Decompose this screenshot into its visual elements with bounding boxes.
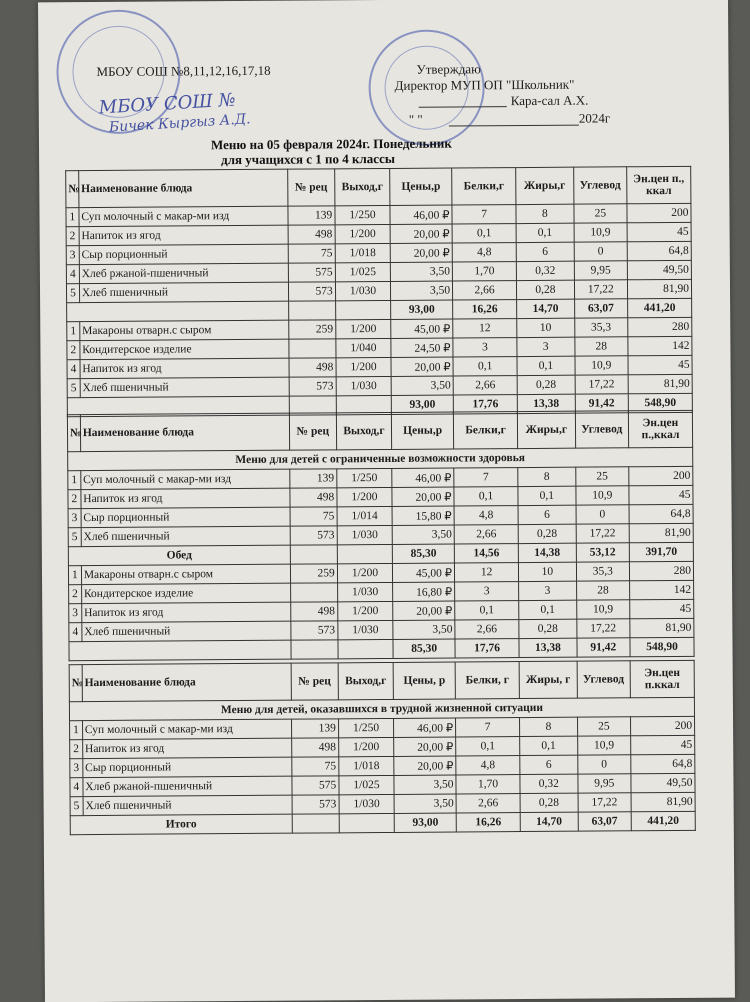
date-quote: " " [408,111,423,127]
table-cell: 2 [69,585,82,604]
total-value: 13,38 [519,638,577,657]
total-value: 441,20 [631,811,695,830]
school-name: МБОУ СОШ №8,11,12,16,17,18 [96,62,271,80]
table-cell: 0 [576,505,629,524]
table-cell: 28 [576,581,629,600]
column-header: Углевод [577,661,631,698]
table-cell: 1/025 [339,775,395,794]
table-cell: 4 [67,360,80,379]
table-cell: 15,80 ₽ [392,506,454,525]
table-cell: 1 [66,208,79,227]
table-cell: 573 [290,526,337,545]
table-cell: 573 [288,282,335,301]
table-cell: 1 [68,566,81,585]
table-cell: 20,00 ₽ [394,737,456,756]
table-cell: 7 [454,468,518,487]
table-cell: 10 [518,562,576,581]
table-cell: 20,00 ₽ [390,243,452,262]
table-cell: 0,28 [519,619,577,638]
table-cell: 6 [516,242,574,261]
dish-name: Кондитерское изделие [80,339,289,359]
column-header: Цены,р [390,168,452,205]
dish-name: Хлеб пшеничный [82,621,291,641]
table-cell: 1/200 [335,224,391,243]
dish-name: Суп молочный с макар-ми изд [82,719,291,739]
table-cell: 10,9 [576,600,629,619]
total-label: Итого [70,814,292,835]
table-cell: 0,1 [452,224,516,243]
total-value: 14,70 [520,812,578,831]
table-cell: 142 [628,336,692,355]
table-cell: 139 [288,206,335,225]
total-value: 93,00 [394,813,456,832]
table-cell: 81,90 [628,374,692,393]
table-cell: 16,80 ₽ [393,582,455,601]
table-cell: 8 [516,204,574,223]
table-cell: 3 [70,759,83,778]
dish-name: Напиток из ягод [79,225,288,245]
handwritten-signature: МБОУ СОШ № [98,89,237,119]
table-cell: 1/030 [336,376,392,395]
dish-name: Напиток из ягод [80,358,289,378]
section-title-tjs: Меню для детей, оказавшихся в трудной жизненной ситуации [69,697,694,720]
total-value: 14,56 [454,544,518,563]
dish-name: Хлеб пшеничный [81,526,290,546]
table-cell: 573 [291,621,338,640]
table-cell: 7 [452,205,516,224]
dish-name: Кондитерское изделие [81,583,290,603]
table-cell: 64,8 [631,754,695,773]
table-cell: 9,95 [578,774,631,793]
dish-name: Напиток из ягод [81,488,290,508]
table-cell: 3 [455,582,519,601]
table-header [67,410,692,451]
table-cell: 200 [629,466,693,485]
table-cell: 1,70 [456,775,520,794]
table-cell: 1/030 [337,525,393,544]
table-cell: 139 [291,719,338,738]
table-cell: 3,50 [391,262,453,281]
column-header: Эн.цен п.,ккал [628,410,692,447]
table-cell: 1/250 [337,468,393,487]
table-cell: 259 [289,320,336,339]
column-header: Жиры,г [516,167,574,204]
table-cell: 0,1 [520,736,578,755]
total-value: 17,76 [453,395,517,414]
table-cell: 0,1 [516,223,574,242]
table-cell: 1/200 [337,563,393,582]
table-cell: 280 [628,317,692,336]
total-value: 548,90 [628,393,692,412]
table-cell: 64,8 [629,504,693,523]
table-cell: 0,28 [518,524,576,543]
column-header: Жиры,г [517,411,575,448]
menu-sheet [38,0,735,1002]
table-cell: 0,1 [455,601,519,620]
table-cell: 1/018 [339,756,395,775]
total-value: 14,38 [518,543,576,562]
table-cell: 45 [628,355,692,374]
year-label: 2024г [578,110,611,126]
table-cell: 45 [631,735,695,754]
table-cell: 259 [290,564,337,583]
table-cell: 575 [288,263,335,282]
empty-cell [69,640,291,661]
table-cell: 17,22 [576,524,629,543]
table-cell: 1/030 [337,582,393,601]
total-value: 85,30 [393,544,455,563]
dish-name: Сыр порционный [79,244,288,264]
total-value: 85,30 [393,639,455,658]
table-cell: 1/200 [336,357,392,376]
table-cell: 25 [577,717,630,736]
table-cell: 0,28 [517,280,575,299]
table-cell: 12 [453,319,517,338]
table-cell: 0,1 [456,737,520,756]
table-cell: 573 [289,377,336,396]
section-title-ovz: Меню для детей с ограниченные возможности здоровья [68,447,693,470]
column-header: Наименование блюда [82,663,291,701]
table-cell: 0 [574,242,627,261]
table-cell: 20,00 ₽ [392,487,454,506]
table-cell: 49,50 [627,260,691,279]
table-cell: 139 [290,469,337,488]
total-value: 53,12 [576,543,629,562]
menu-table-grades-1-4 [65,166,693,417]
table-cell: 1/025 [335,262,391,281]
table-cell: 1/200 [335,319,391,338]
table-cell: 10,9 [574,223,627,242]
table-cell: 20,00 ₽ [393,601,455,620]
table-cell: 4,8 [454,506,518,525]
table-cell: 9,95 [574,261,627,280]
column-header: Углевод [575,411,629,448]
column-header: Цены,р [392,412,454,449]
table-cell: 0,32 [516,261,574,280]
table-cell: 0,28 [520,793,578,812]
table-cell: 75 [290,507,337,526]
table-cell: 10,9 [576,486,629,505]
table-cell: 35,3 [574,318,627,337]
total-value: 391,70 [629,542,693,561]
table-cell: 17,22 [575,375,628,394]
column-header: Наименование блюда [80,413,289,451]
table-cell: 498 [290,488,337,507]
empty-cell [335,300,391,319]
table-cell: 3 [519,581,577,600]
table-cell: 64,8 [627,241,691,260]
column-header: № рец [289,413,336,450]
table-cell: 5 [68,528,81,547]
table-cell: 280 [629,561,693,580]
table-cell: 25 [574,204,627,223]
table-cell: 3 [453,338,517,357]
total-value: 63,07 [578,812,631,831]
table-cell: 17,22 [574,280,627,299]
table-cell: 10,9 [577,736,630,755]
dish-name: Напиток из ягод [82,602,291,622]
empty-cell [339,813,395,832]
column-header: Выход,г [336,412,392,449]
table-cell: 20,00 ₽ [394,756,456,775]
table-cell: 1/030 [335,281,391,300]
table-cell: 498 [288,225,335,244]
table-cell: 46,00 ₽ [394,718,456,737]
table-cell: 4 [69,623,82,642]
table-cell: 0,32 [520,774,578,793]
table-cell: 45 [630,599,694,618]
dish-name: Напиток из ягод [82,738,291,758]
table-header [66,166,691,207]
table-cell: 75 [288,244,335,263]
column-header: Эн.цен п., ккал [627,166,691,203]
table-cell: 1/030 [339,794,395,813]
table-cell [290,583,337,602]
table-cell: 200 [627,203,691,222]
empty-cell [292,814,339,833]
table-cell: 46,00 ₽ [392,468,454,487]
table-cell: 1/014 [337,506,393,525]
total-value: 441,20 [628,298,692,317]
table-cell: 2 [66,227,79,246]
approve-label: Утверждаю [416,61,481,77]
total-value: 13,38 [517,394,575,413]
table-cell: 5 [66,284,79,303]
table-cell: 1/040 [336,338,392,357]
dish-name: Хлеб пшеничный [80,377,289,397]
table-cell: 0,1 [453,357,517,376]
column-header: Жиры, г [519,661,577,698]
table-cell: 573 [292,795,339,814]
column-header: Белки, г [455,662,519,699]
total-row [69,637,694,660]
total-value: 17,76 [455,639,519,658]
table-cell: 1 [70,721,83,740]
dish-name: Хлеб пшеничный [83,795,292,815]
table-cell: 49,50 [631,773,695,792]
menu-table-ovz [67,410,695,661]
empty-cell [291,640,338,659]
column-header: Белки,г [453,412,517,449]
table-cell: 3,50 [391,281,453,300]
total-value: 548,90 [630,637,694,656]
table-cell: 3,50 [393,620,455,639]
table-cell: 1/250 [335,205,391,224]
column-header: Белки,г [452,168,516,205]
table-cell: 8 [520,717,578,736]
dish-name: Макароны отварн.с сыром [80,320,289,340]
table-cell: 1/200 [337,601,393,620]
total-row [70,811,695,834]
table-cell: 142 [630,580,694,599]
table-cell: 4 [70,778,83,797]
column-header: Выход,г [338,662,394,699]
total-value: 93,00 [391,395,453,414]
table-cell: 10 [517,318,575,337]
table-cell: 20,00 ₽ [390,224,452,243]
table-cell: 45 [629,485,693,504]
table-cell: 1 [68,471,81,490]
total-value: 93,00 [391,300,453,319]
total-label: Обед [68,545,290,566]
table-cell: 2 [70,740,83,759]
table-cell: 0,1 [519,600,577,619]
column-header: № [69,665,82,702]
total-value: 16,26 [453,300,517,319]
table-cell: 3,50 [394,794,456,813]
table-cell: 24,50 ₽ [391,338,453,357]
table-cell: 81,90 [631,792,695,811]
total-value: 63,07 [574,299,627,318]
table-cell: 10,9 [575,356,628,375]
table-cell: 1/250 [338,718,394,737]
total-value: 16,26 [456,813,520,832]
table-cell: 46,00 ₽ [390,205,452,224]
column-header: Углевод [573,167,627,204]
director-signature-line [419,92,507,108]
dish-name: Сыр порционный [81,507,290,527]
menu-title: Меню на 05 февраля 2024г. Понедельник [210,135,452,153]
table-cell: 2 [67,341,80,360]
dish-name: Хлеб пшеничный [79,282,288,302]
handwritten-name: Бичек Кыргыз А.Д. [108,111,251,136]
table-cell: 20,00 ₽ [391,357,453,376]
table-cell: 1/018 [335,243,391,262]
total-value: 91,42 [577,638,630,657]
table-cell: 2,66 [455,620,519,639]
column-header: № [66,171,79,208]
table-cell: 2 [68,490,81,509]
table-cell: 6 [520,755,578,774]
table-cell: 3 [69,604,82,623]
table-cell: 1,70 [452,262,516,281]
table-cell: 2,66 [453,281,517,300]
column-header: Цены, р [393,662,455,699]
dish-name: Сыр порционный [83,757,292,777]
table-cell [289,339,336,358]
table-cell: 498 [291,602,338,621]
table-cell: 45 [627,222,691,241]
table-cell: 45,00 ₽ [393,563,455,582]
table-cell: 3 [68,509,81,528]
table-cell: 45,00 ₽ [391,319,453,338]
total-value: 14,70 [517,299,575,318]
dish-name: Макароны отварн.с сыром [81,564,290,584]
menu-subtitle: для учащихся с 1 по 4 классы [221,150,396,168]
table-cell: 2,66 [456,794,520,813]
dish-name: Суп молочный с макар-ми изд [81,469,290,489]
table-cell: 5 [67,379,80,398]
table-cell: 17,22 [578,793,631,812]
table-cell: 0,1 [517,356,575,375]
column-header: № рец [291,663,338,700]
table-cell: 575 [292,776,339,795]
total-value: 91,42 [575,394,628,413]
table-cell: 2,66 [454,525,518,544]
table-cell: 3 [66,246,79,265]
date-line [449,111,579,127]
table-cell: 35,3 [576,562,629,581]
empty-cell [337,544,393,563]
column-header: № рец [288,169,335,206]
empty-cell [288,301,335,320]
table-cell: 3,50 [391,376,453,395]
dish-name: Хлеб ржаной-пшеничный [83,776,292,796]
table-cell: 0,1 [454,487,518,506]
table-cell: 6 [518,505,576,524]
table-cell: 25 [575,467,628,486]
table-cell: 28 [574,337,627,356]
table-cell: 3,50 [394,775,456,794]
table-cell: 4,8 [452,243,516,262]
table-cell: 7 [456,718,520,737]
director-name: Кара-сал А.Х. [510,92,589,109]
column-header: Выход,г [334,168,390,205]
table-cell: 81,90 [629,523,693,542]
dish-name: Суп молочный с макар-ми изд [79,206,288,226]
table-cell: 3 [517,337,575,356]
table-cell: 0 [577,755,630,774]
table-cell: 4 [66,265,79,284]
table-cell: 3,50 [392,525,454,544]
dish-name: Хлеб ржаной-пшеничный [79,263,288,283]
table-cell: 1 [67,322,80,341]
table-cell: 1/030 [338,620,394,639]
table-cell: 75 [292,757,339,776]
table-cell: 1/200 [338,737,394,756]
table-cell: 17,22 [576,619,629,638]
empty-cell [67,301,289,322]
column-header: Эн.цен п.ккал [630,660,694,697]
table-cell: 8 [518,467,576,486]
empty-cell [338,639,394,658]
table-cell: 498 [291,738,338,757]
table-cell: 498 [289,358,336,377]
table-cell: 0,1 [518,486,576,505]
menu-table-tjs [69,660,696,835]
table-cell: 1/200 [337,487,393,506]
table-cell: 2,66 [453,376,517,395]
empty-cell [290,545,337,564]
table-cell: 0,28 [517,375,575,394]
director-title: Директор МУП ОП "Школьник" [394,76,575,93]
table-cell: 4,8 [456,756,520,775]
table-cell: 12 [454,563,518,582]
column-header: Наименование блюда [78,169,287,207]
table-cell: 5 [70,797,83,816]
column-header: № [67,415,80,452]
table-header [69,660,694,701]
table-cell: 200 [630,716,694,735]
table-cell: 81,90 [630,618,694,637]
table-cell: 81,90 [627,279,691,298]
